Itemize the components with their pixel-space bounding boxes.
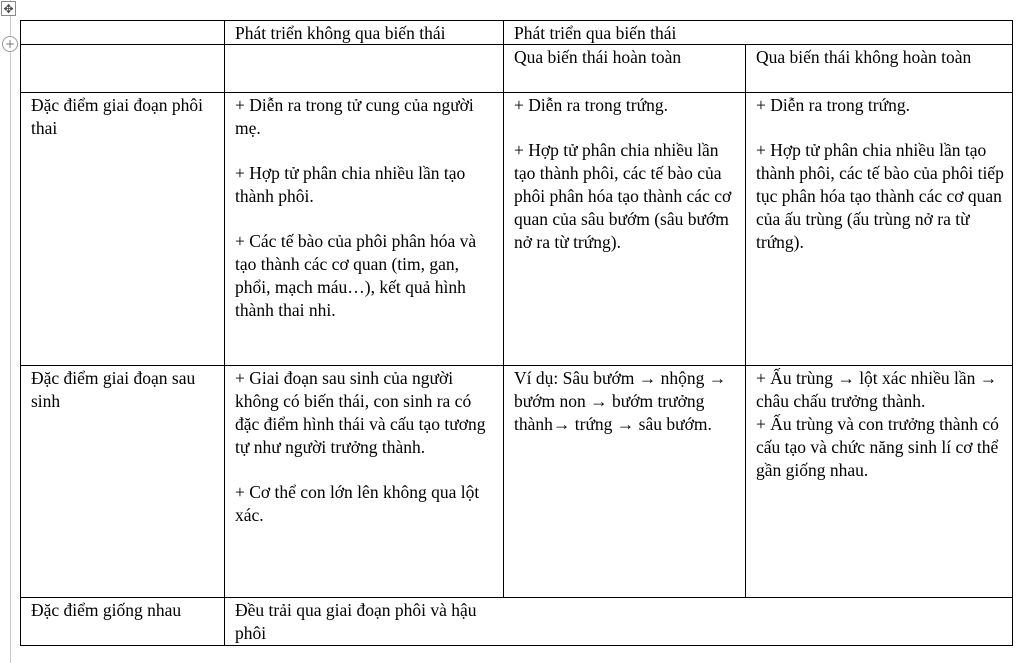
row2-label-text: Đặc điểm giai đoạn sau sinh xyxy=(31,368,196,411)
row3-label-text: Đặc điểm giống nhau xyxy=(31,600,182,620)
row2-col2[interactable] xyxy=(225,366,497,597)
row1-col3[interactable] xyxy=(504,93,740,365)
row1-col2[interactable] xyxy=(225,93,497,365)
row1-col4[interactable] xyxy=(746,93,1004,365)
row2-col2-p1: + Giai đoạn sau sinh của người không có biến thái, con sinh ra có đặc điểm hình thái và cấu tạo tương tự như người trưởng thành. xyxy=(235,368,486,457)
row2-col3[interactable] xyxy=(504,366,734,597)
row1-col2-p3: + Các tế bào của phôi phân hóa và tạo thành các cơ quan (tim, gan, phổi, mạch máu…), kết quả hình thành thai nhi. xyxy=(235,231,477,320)
row1-label-text: Đặc điểm giai đoạn phôi thai xyxy=(31,95,204,138)
table-border-right xyxy=(1012,20,1013,646)
move-cross-icon[interactable]: ✥ xyxy=(1,1,16,16)
page-margin-guide xyxy=(10,0,11,663)
header-col2[interactable] xyxy=(225,21,503,44)
row2-label[interactable] xyxy=(21,366,211,597)
paragraph-gap xyxy=(514,117,740,139)
header-col2-text: Phát triển không qua biến thái xyxy=(235,23,446,43)
row2-col4-p1: + Ấu trùng → lột xác nhiều lần → châu chấu trưởng thành. xyxy=(756,368,998,411)
row3-label[interactable] xyxy=(21,598,224,645)
plus-circle-icon[interactable]: + xyxy=(2,36,18,52)
row1-col4-p1: + Diễn ra trong trứng. xyxy=(756,95,910,115)
subheader-col4[interactable] xyxy=(746,45,996,92)
row1-col3-p2: + Hợp tử phân chia nhiều lần tạo thành phôi, các tế bào của phôi phân hóa tạo thành các cơ quan của sâu bướm (sâu bướm nở ra từ trứng). xyxy=(514,140,732,252)
paragraph-gap xyxy=(235,208,497,230)
header-col34[interactable] xyxy=(504,21,1012,44)
row1-col4-p2: + Hợp tử phân chia nhiều lần tạo thành phôi, các tế bào của phôi tiếp tục phân hóa tạo thành các cơ quan của ấu trùng (ấu trùng nở ra từ trứng). xyxy=(756,140,1004,252)
row2-col3-p1: Ví dụ: Sâu bướm → nhộng → bướm non → bướm trưởng thành→ trứng → sâu bướm. xyxy=(514,368,727,434)
row2-col4[interactable] xyxy=(746,366,1008,597)
paragraph-gap xyxy=(235,459,497,481)
row3-col2[interactable] xyxy=(225,598,497,645)
table-border-bottom xyxy=(20,645,1013,646)
subheader-col4-text: Qua biến thái không hoàn toàn xyxy=(756,47,972,67)
row1-col3-p1: + Diễn ra trong trứng. xyxy=(514,95,668,115)
header-col34-text: Phát triển qua biến thái xyxy=(514,23,677,43)
row1-col2-p2: + Hợp tử phân chia nhiều lần tạo thành phôi. xyxy=(235,163,466,206)
row2-col4-p2: + Ấu trùng và con trưởng thành có cấu tạo và chức năng sinh lí cơ thể gần giống nhau. xyxy=(756,414,999,480)
paragraph-gap xyxy=(235,140,497,162)
subheader-col3[interactable] xyxy=(504,45,745,92)
paragraph-gap xyxy=(756,117,1004,139)
subheader-col3-text: Qua biến thái hoàn toàn xyxy=(514,47,682,67)
row1-col2-p1: + Diễn ra trong tử cung của người mẹ. xyxy=(235,95,474,138)
row2-col2-p2: + Cơ thể con lớn lên không qua lột xác. xyxy=(235,482,480,525)
row1-label[interactable] xyxy=(21,93,211,365)
row3-col2-p1: Đều trải qua giai đoạn phôi và hậu phôi xyxy=(235,600,477,643)
